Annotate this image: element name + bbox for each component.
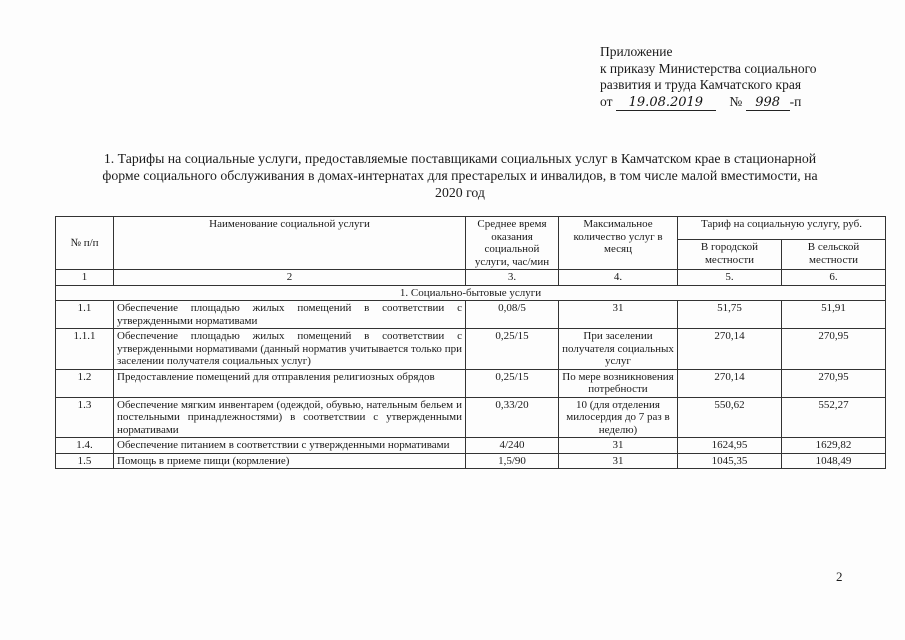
section-title: 1. Социально-бытовые услуги — [56, 285, 886, 301]
row-urban-tariff: 550,62 — [678, 397, 782, 438]
document-title: 1. Тарифы на социальные услуги, предоставляемые поставщиками социальных услуг в Камчатском крае в стационарной форме социального обслуживания в домах-интернатах для престарелых и инвалидов, в том числе малой вместимости, на 2020 год — [102, 151, 818, 200]
row-urban-tariff: 1624,95 — [678, 438, 782, 454]
row-service-name: Обеспечение мягким инвентарем (одеждой, обувью, нательным бельем и постельными принадлежностями) в соответствии с утвержденными нормативами — [114, 397, 466, 438]
table-row — [56, 453, 886, 469]
handwritten-number: 998 — [746, 96, 790, 111]
row-time: 0,08/5 — [466, 301, 559, 329]
row-rural-tariff: 270,95 — [782, 329, 886, 370]
header-max: Максимальное количество услуг в месяц — [559, 217, 678, 270]
column-number: 3. — [466, 270, 559, 286]
appendix-ministry-line: развития и труда Камчатского края — [600, 77, 802, 92]
row-num: 1.2 — [56, 369, 114, 397]
row-service-name: Обеспечение площадью жилых помещений в соответствии с утвержденными нормативами (данный норматив учитывается только при заселении получателя социальных услуг) — [114, 329, 466, 370]
column-number: 4. — [559, 270, 678, 286]
column-number-row — [56, 270, 886, 286]
page-number: 2 — [836, 569, 843, 584]
row-time: 1,5/90 — [466, 453, 559, 469]
handwritten-date: 19.08.2019 — [616, 96, 716, 111]
row-service-name: Помощь в приеме пищи (кормление) — [114, 453, 466, 469]
appendix-block — [600, 44, 890, 111]
appendix-date-line — [600, 94, 890, 111]
row-num: 1.3 — [56, 397, 114, 438]
row-time: 4/240 — [466, 438, 559, 454]
header-tariff: Тариф на социальную услугу, руб. — [678, 217, 886, 240]
row-num: 1.4. — [56, 438, 114, 454]
row-max: 31 — [559, 438, 678, 454]
row-rural-tariff: 552,27 — [782, 397, 886, 438]
table-row — [56, 397, 886, 438]
row-max: 10 (для отделения милосердия до 7 раз в неделю) — [559, 397, 678, 438]
row-service-name: Обеспечение площадью жилых помещений в соответствии с утвержденными нормативами — [114, 301, 466, 329]
row-time: 0,33/20 — [466, 397, 559, 438]
header-name: Наименование социальной услуги — [114, 217, 466, 270]
table-row — [56, 301, 886, 329]
row-rural-tariff: 270,95 — [782, 369, 886, 397]
row-rural-tariff: 1629,82 — [782, 438, 886, 454]
table-row — [56, 329, 886, 370]
row-max: При заселении получателя социальных услуг — [559, 329, 678, 370]
row-time: 0,25/15 — [466, 329, 559, 370]
row-service-name: Предоставление помещений для отправления религиозных обрядов — [114, 369, 466, 397]
table-header-row — [56, 217, 886, 240]
row-num: 1.1.1 — [56, 329, 114, 370]
row-num: 1.1 — [56, 301, 114, 329]
appendix-order-line: к приказу Министерства социального — [600, 60, 817, 76]
appendix-title: Приложение — [600, 44, 673, 59]
table-row — [56, 369, 886, 397]
section-row — [56, 285, 886, 301]
header-time: Среднее время оказания социальной услуги, час/мин — [466, 217, 559, 270]
row-time: 0,25/15 — [466, 369, 559, 397]
row-service-name: Обеспечение питанием в соответствии с утвержденными нормативами — [114, 438, 466, 454]
column-number: 2 — [114, 270, 466, 286]
row-rural-tariff: 51,91 — [782, 301, 886, 329]
column-number: 6. — [782, 270, 886, 286]
row-urban-tariff: 51,75 — [678, 301, 782, 329]
number-label: № — [729, 93, 743, 109]
column-number: 5. — [678, 270, 782, 286]
header-rural: В сельской местности — [782, 240, 886, 270]
row-num: 1.5 — [56, 453, 114, 469]
from-label: от — [600, 93, 613, 109]
row-rural-tariff: 1048,49 — [782, 453, 886, 469]
row-urban-tariff: 270,14 — [678, 369, 782, 397]
row-urban-tariff: 270,14 — [678, 329, 782, 370]
table-row — [56, 438, 886, 454]
tariffs-table — [55, 216, 886, 469]
number-suffix: -п — [789, 93, 802, 109]
header-urban: В городской местности — [678, 240, 782, 270]
column-number: 1 — [56, 270, 114, 286]
row-max: По мере возникновения потребности — [559, 369, 678, 397]
header-num: № п/п — [56, 217, 114, 270]
row-max: 31 — [559, 301, 678, 329]
row-max: 31 — [559, 453, 678, 469]
row-urban-tariff: 1045,35 — [678, 453, 782, 469]
